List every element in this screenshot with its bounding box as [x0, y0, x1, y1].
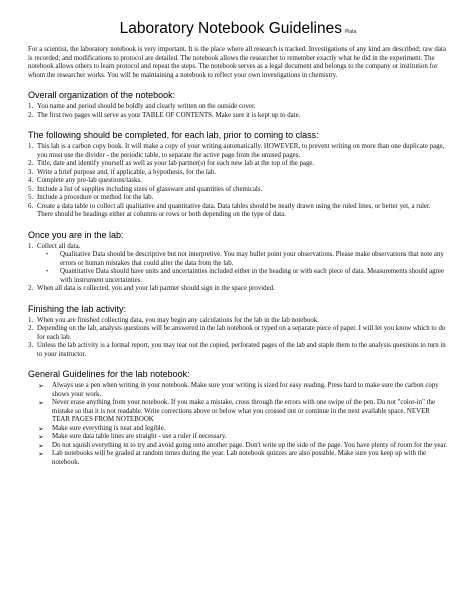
item-number: 2.: [28, 285, 34, 292]
item-number: 1.: [28, 103, 34, 110]
list-item: [28, 325, 448, 342]
list-item: [28, 112, 448, 121]
section-heading: The following should be completed, for each lab, prior to coming to class:: [28, 130, 319, 140]
bullet-item: [28, 251, 448, 268]
item-number: 4.: [28, 177, 34, 184]
author-name: Plata: [344, 29, 357, 35]
section-heading: Finishing the lab activity:: [28, 303, 127, 314]
item-text: You name and period should be boldly and clearly written on the outside cover.: [37, 103, 256, 110]
section-general: [28, 369, 448, 467]
list-item: [28, 103, 448, 112]
item-text: Collect all data.: [37, 242, 81, 250]
item-number: 3.: [28, 342, 34, 349]
arrow-bullet-icon: ➢: [38, 433, 44, 441]
item-text: Do not squish everything in to try and avoid going onto another page. Don't write up the side of the page. You have plenty of room for the year.: [52, 441, 448, 449]
item-text: When you are finished collecting data, you may begin any calculations for the lab in the lab notebook.: [37, 316, 319, 324]
section-heading: Once you are in the lab:: [28, 229, 124, 240]
arrow-bullet-icon: ➢: [38, 450, 44, 458]
section-heading: General Guidelines for the lab notebook:: [28, 369, 190, 379]
item-number: 6.: [28, 202, 34, 210]
item-number: 2.: [28, 111, 34, 119]
item-text: Depending on the lab, analysis questions will be answered in the lab notebook or typed on a separate piece of paper. I will let you know which to do for each lab.: [37, 325, 446, 341]
item-text: Lab notebooks will be graded at random times during the year. Lab notebook quizzes are also possible. Make sure you keep up with the notebook.: [52, 450, 427, 466]
list-item: [28, 203, 448, 220]
bullet-item: [28, 268, 448, 285]
item-number: 1.: [28, 143, 34, 150]
arrow-bullet-icon: ➢: [38, 382, 44, 390]
list-item: [28, 317, 448, 326]
item-number: 1.: [28, 242, 34, 250]
arrow-item: [28, 425, 448, 434]
arrow-bullet-icon: ➢: [38, 424, 44, 433]
item-text: Unless the lab activity is a formal report, you may tear out the copied, perforated pages of the lab and staple them to the analysis questions to turn in to your instructor.: [37, 342, 446, 358]
section-finishing: [28, 304, 448, 360]
arrow-bullet-icon: ➢: [38, 399, 44, 407]
section-organization: [28, 90, 448, 120]
item-number: 3.: [28, 168, 34, 176]
item-text: Title, date and identify yourself as well as your lab partner(s) for each new lab at the top of the page.: [37, 160, 315, 167]
item-text: Quantitative Data should have units and uncertainties included either in the heading or with each piece of data. Measurements should agree with instrument uncertainties.: [60, 268, 445, 284]
intro-paragraph: For a scientist, the laboratory notebook is very important. It is the place where all research is tracked. Investigations of any kind are described; raw data is recorded; and modifications to protocol are detailed. The notebook allows the researcher to remember exactly what he did in the experiment. The notebook allows others to learn protocol and repeat the steps. The notebook serves as a legal document and belongs to the company or institution for whom the researcher works. You will be maintaining a notebook to reflect your own investigations in chemistry.: [28, 46, 446, 79]
item-text: Include a procedure or method for the lab.: [37, 194, 154, 201]
arrow-item: [28, 450, 448, 467]
item-number: 5.: [28, 194, 34, 201]
item-text: Make sure everything is neat and legible.: [52, 424, 166, 432]
list-item: [28, 143, 448, 160]
item-text: Write a brief purpose and, if applicable, a hypothesis, for the lab.: [37, 168, 217, 176]
arrow-bullet-icon: ➢: [38, 441, 44, 450]
section-in-lab: [28, 230, 448, 294]
item-text: Never erase anything from your notebook. If you make a mistake, cross through the errors with one swipe of the pen. Do not "color-in" the mistake so that it is not readable. Write corrections above or below what you crossed out or continue in the next available space. NEVER TEAR PAGES FROM NOTEBOOK: [52, 399, 436, 423]
item-number: 2.: [28, 160, 34, 167]
list-item: [28, 342, 448, 359]
item-text: The first two pages will serve as your TABLE OF CONTENTS. Make sure it is kept up to date.: [37, 111, 301, 119]
list-item: [28, 194, 448, 203]
arrow-item: [28, 382, 448, 399]
item-text: When all data is collected, you and your lab partner should sign in the space provided.: [37, 285, 275, 292]
arrow-item: [28, 442, 448, 451]
list-item: [28, 285, 448, 294]
item-text: Include a list of supplies including sizes of glassware and quantities of chemicals.: [37, 185, 263, 193]
item-text: Make sure data table lines are straight - use a ruler if necessary.: [52, 433, 227, 440]
list-item: [28, 177, 448, 186]
bullet-icon: •: [46, 269, 49, 275]
arrow-item: [28, 433, 448, 442]
item-text: Always use a pen when writing in your notebook. Make sure your writing is sized for easy reading. Press hard to make sure the carbon copy shows your work.: [52, 382, 439, 398]
arrow-item: [28, 399, 448, 425]
item-text: Qualitative Data should be descriptive but not interpretive. You may bullet point your observations. Please make observations that note any errors or human mistakes that could alter the data from the lab.: [60, 251, 444, 267]
section-heading: Overall organization of the notebook:: [28, 90, 176, 100]
item-text: This lab is a carbon copy book. It will make a copy of your writing automatically. HOWEVER, to prevent writing on more than one duplicate page, you must use the divider - the periodic table, to separate the active page from the unused pages.: [37, 143, 445, 159]
list-item: [28, 160, 448, 169]
list-item: [28, 243, 448, 252]
bullet-icon: •: [46, 252, 49, 258]
item-number: 1.: [28, 316, 34, 324]
page-title: Laboratory Notebook Guidelines: [119, 20, 342, 37]
item-number: 2.: [28, 325, 34, 332]
list-item: [28, 186, 448, 195]
list-item: [28, 169, 448, 178]
section-prior: [28, 130, 448, 220]
item-text: Complete any pre-lab questions/tasks.: [37, 177, 142, 184]
item-text: Create a data table to collect all qualitative and quantitative data. Data tables should be neatly drawn using the ruled lines, or better yet, a ruler. There should be headings either at columns or rows or both depending on the type of data.: [37, 202, 431, 218]
item-number: 5.: [28, 185, 34, 193]
title-row: [28, 20, 448, 38]
